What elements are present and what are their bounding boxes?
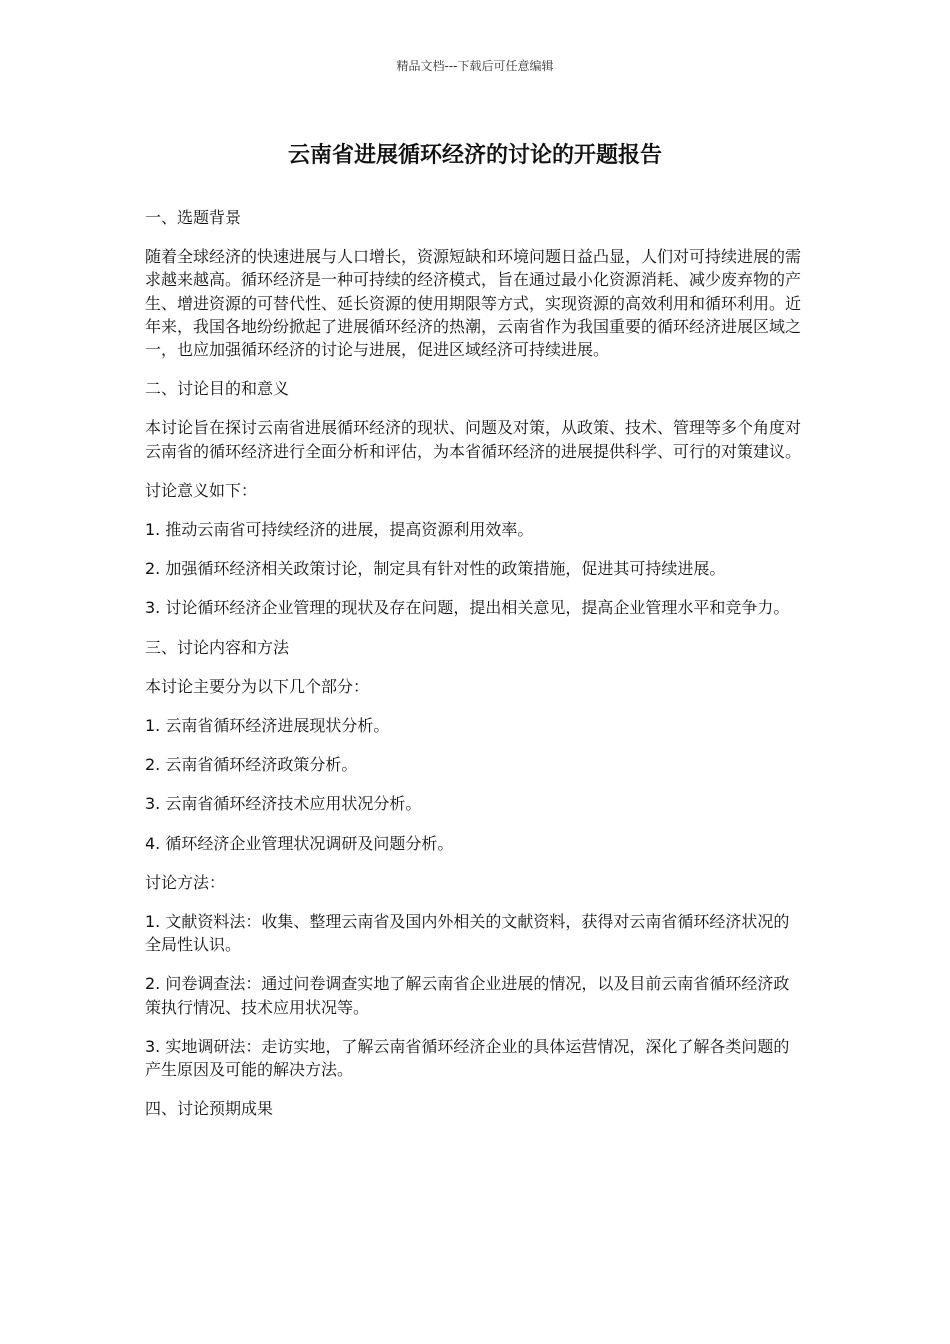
- paragraph-content-intro: 本讨论主要分为以下几个部分：: [145, 676, 370, 696]
- list-item-method-2: 2. 问卷调查法：通过问卷调查实地了解云南省企业进展的情况，以及目前云南省循环经济政策执行情况、技术应用状况等。: [145, 974, 790, 1017]
- page-header: 精品文档---下载后可任意编辑: [396, 59, 554, 73]
- paragraph-purpose: 本讨论旨在探讨云南省进展循环经济的现状、问题及对策，从政策、技术、管理等多个角度对云南省的循环经济进行全面分析和评估，为本省循环经济的进展提供科学、可行的对策建议。: [145, 418, 802, 461]
- list-item-content-1: 1. 云南省循环经济进展现状分析。: [145, 716, 390, 736]
- document-body: [145, 206, 805, 1136]
- section-heading-expected-results: 四、讨论预期成果: [145, 1099, 274, 1119]
- paragraph-significance-intro: 讨论意义如下：: [145, 480, 258, 500]
- list-item-significance-3: 3. 讨论循环经济企业管理的现状及存在问题，提出相关意见，提高企业管理水平和竞争力。: [145, 598, 790, 618]
- section-heading-content-methods: 三、讨论内容和方法: [145, 637, 290, 657]
- list-item-method-3: 3. 实地调研法：走访实地，了解云南省循环经济企业的具体运营情况，深化了解各类问题的产生原因及可能的解决方法。: [145, 1036, 790, 1080]
- list-item-content-4: 4. 循环经济企业管理状况调研及问题分析。: [145, 833, 454, 853]
- section-heading-purpose: 二、讨论目的和意义: [145, 379, 290, 399]
- paragraph-methods-intro: 讨论方法：: [145, 872, 226, 892]
- list-item-content-3: 3. 云南省循环经济技术应用状况分析。: [145, 794, 422, 814]
- list-item-significance-2: 2. 加强循环经济相关政策讨论，制定具有针对性的政策措施，促进其可持续进展。: [145, 559, 726, 579]
- paragraph-background: 随着全球经济的快速进展与人口增长，资源短缺和环境问题日益凸显，人们对可持续进展的需求越来越高。循环经济是一种可持续的经济模式，旨在通过最小化资源消耗、减少废弃物的产生、增进资源的可替代性、延长资源的使用期限等方式，实现资源的高效利用和循环利用。近年来，我国各地纷纷掀起了进展循环经济的热潮，云南省作为我国重要的循环经济进展区域之一，也应加强循环经济的讨论与进展，促进区域经济可持续进展。: [145, 247, 802, 360]
- section-heading-background: 一、选题背景: [145, 208, 242, 227]
- list-item-content-2: 2. 云南省循环经济政策分析。: [145, 755, 358, 775]
- list-item-method-1: 1. 文献资料法：收集、整理云南省及国内外相关的文献资料，获得对云南省循环经济状况的全局性认识。: [145, 912, 790, 955]
- document-title: 云南省进展循环经济的讨论的开题报告: [287, 143, 662, 168]
- list-item-significance-1: 1. 推动云南省可持续经济的进展，提高资源利用效率。: [145, 520, 534, 540]
